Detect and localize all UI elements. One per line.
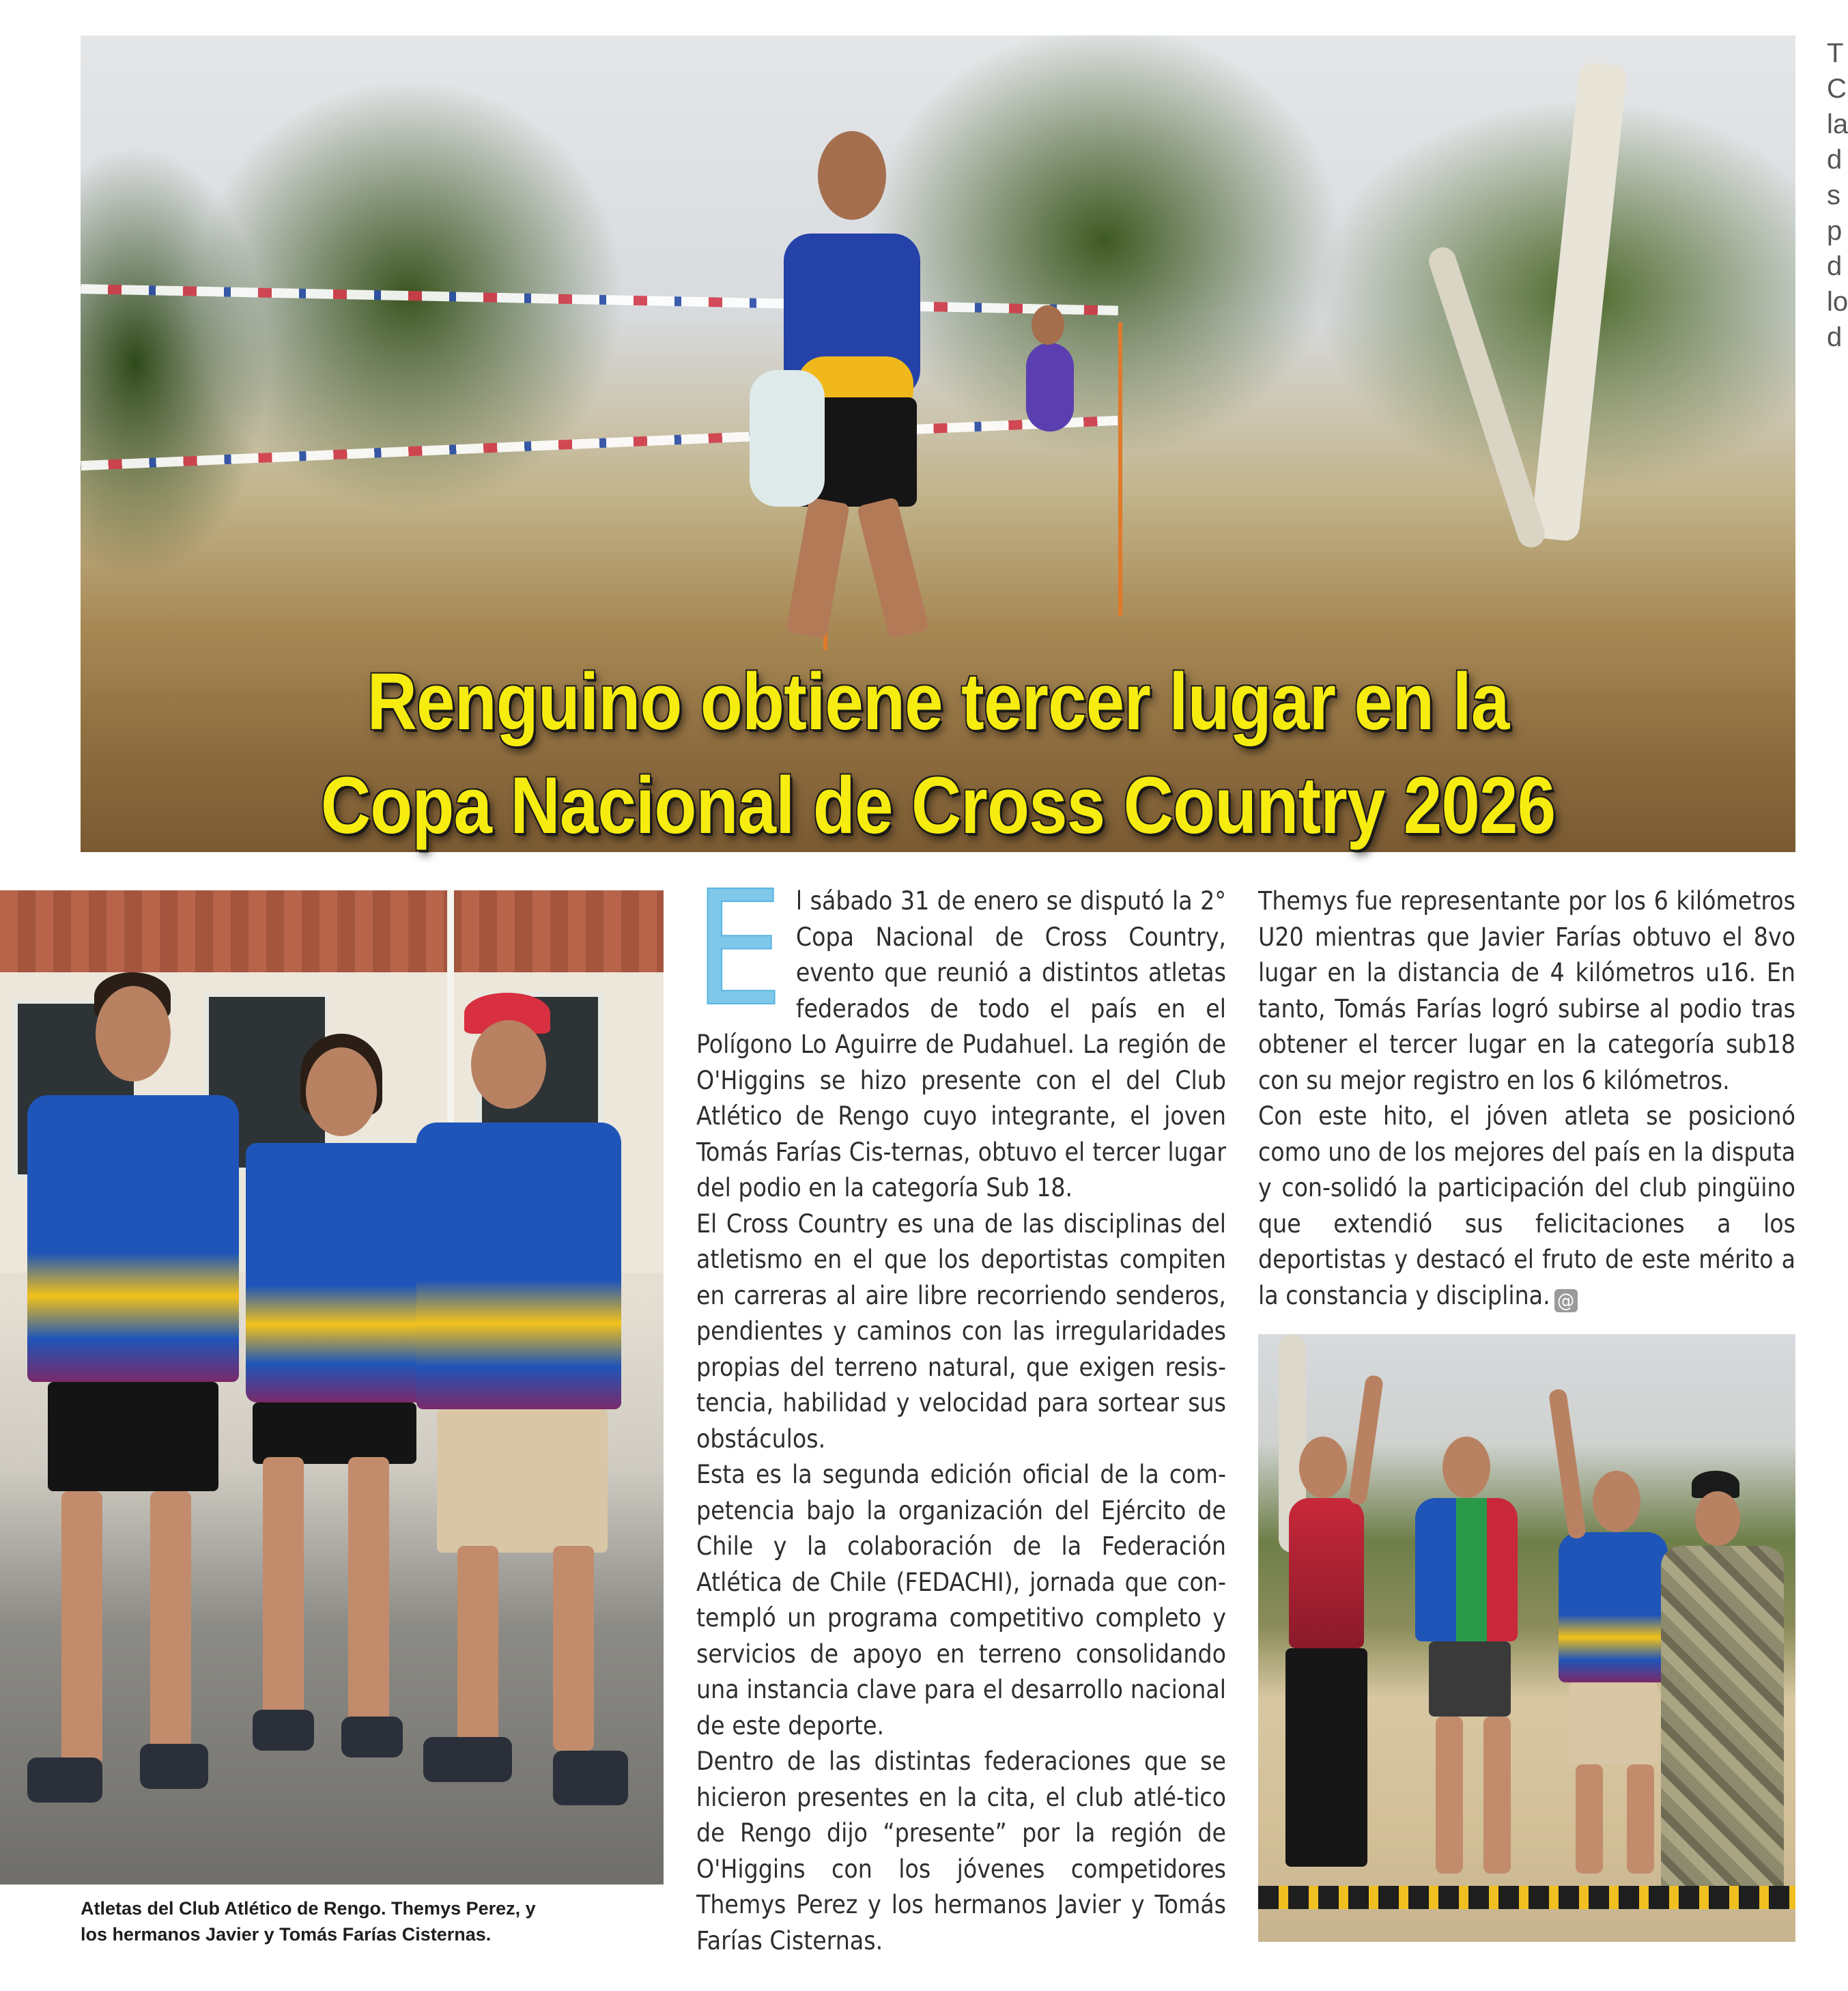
photo-caption [81,1895,558,1947]
athlete-shirt [416,1122,621,1409]
athlete-singlet [246,1143,430,1402]
side-fragment-line: d [1827,145,1843,175]
article-paragraph: Themys fue representante por los 6 kilómetros U20 mientras que Javier Farías obtuvo el 8vo lugar en la distancia de 4 kilómetros u16. En tanto, Tomás Farías logró subirse al podio tras obtener el tercer lugar en la categoría sub18 con su mejor registro en los 6 kilómetros. [1258,886,1795,1095]
athlete-shoe [553,1751,628,1805]
athlete-leg [457,1546,498,1751]
headline-line-2: Copa Nacional de Cross Country 2026 [320,761,1556,851]
athlete-head [1299,1437,1347,1498]
athlete-leg [553,1546,594,1751]
athlete-pants [1285,1648,1367,1867]
podium-mat [1258,1886,1795,1909]
athlete-leg [263,1457,304,1730]
athlete-head [96,986,171,1082]
athlete-leg [1436,1717,1463,1874]
article-column-1 [694,857,1226,1959]
athlete-shoe [423,1737,512,1782]
paragraph-text: Con este hito, el jóven atleta se posicionó como uno de los mejores del país en la disputa y con-solidó la participación del club pingüino que extendió sus felicitaciones a los deportistas y destacó el fruto de este mérito a la constancia y disciplina. [1258,1101,1795,1310]
article-paragraph: Esta es la segunda edición oficial de la com-petencia bajo la organización del Ejército de Chile y la colaboración de la Federación Atlética de Chile (FEDACHI), jornada que con-templó un programa competitivo completo y servicios de apoyo en terreno consolidando una instancia clave para el desarrollo nacional de este deporte. [696,1460,1226,1740]
course-pole [1118,322,1122,616]
athlete-shirt [27,1095,239,1382]
second-runner [1026,343,1074,432]
tile-roof [0,890,664,972]
athlete-shoe [341,1717,403,1757]
drop-cap: E [694,857,784,1041]
runner-head [818,131,886,220]
athlete-shoe [27,1757,102,1803]
podium-photo [1258,1334,1795,1942]
athlete-head [471,1020,546,1109]
course-tape-lower [81,416,1118,470]
athlete-shirt [1559,1532,1668,1682]
spectator [750,370,825,507]
athlete-leg [61,1491,102,1764]
side-fragment-line: la [1827,109,1848,139]
eucalyptus-branch [1425,244,1548,551]
paragraph-text: l sábado 31 de enero se disputó la 2° Copa Nacional de Cross Country, evento que reunió a distintos atletas federados de todo el país en el Polígono Lo Aguirre de Pudahuel. La región de O'Higgins se hizo presente con el del Club Atlético de Rengo cuyo integrante, el joven Tomás Farías Cis-ternas, obtuvo el tercer lugar del podio en la categoría Sub 18. [696,886,1226,1202]
athlete-leg [150,1491,191,1764]
headline-line-1: Renguino obtiene tercer lugar en la [367,657,1509,747]
course-tape-upper [81,284,1118,315]
article-column-2 [1258,884,1795,1314]
athlete-shoe [140,1744,208,1789]
athlete-shirt [1415,1498,1518,1641]
soldier-head [1695,1491,1740,1546]
article-paragraph [1258,1099,1795,1314]
runner-leg [786,497,850,638]
soldier-uniform [1661,1546,1784,1894]
raised-arm [1348,1374,1384,1506]
hero-photo [81,36,1795,852]
eucalyptus-trunk [1531,61,1628,541]
athlete-leg [348,1457,389,1730]
athlete-shorts [48,1382,218,1491]
second-runner-head [1032,305,1064,345]
athlete-shorts [437,1409,608,1553]
side-fragment-line: C [1827,74,1847,104]
article-paragraph: El Cross Country es una de las disciplinas del atletismo en el que los deportistas compiten en carreras al aire libre recorriendo senderos, pendientes y caminos con las irregularidades propias del terreno natural, que exigen resis-tencia, habilidad y velocidad para sortear sus obstáculos. [696,1209,1226,1454]
side-fragment-line: d [1827,322,1843,352]
article-end-icon: @ [1554,1289,1578,1312]
athletes-photo [0,890,664,1884]
side-fragment-line: p [1827,216,1843,246]
caption-line: Atletas del Club Atlético de Rengo. Themys Perez, y [81,1898,536,1919]
athlete-head [1593,1471,1640,1532]
runner-leg [857,497,930,640]
athlete-head [306,1047,377,1136]
athlete-leg [1576,1764,1603,1874]
athlete-leg [1627,1764,1654,1874]
side-fragment-line: T [1827,38,1844,68]
athlete-shorts [1569,1682,1658,1764]
clipped-side-column [1827,36,1846,355]
article-paragraph [694,857,1226,1206]
athlete-shorts [1429,1641,1511,1717]
athlete-shorts [253,1402,416,1464]
athlete-leg [1483,1717,1511,1874]
caption-line: los hermanos Javier y Tomás Farías Cisternas. [81,1924,492,1945]
side-fragment-line: lo [1827,287,1848,317]
article-paragraph: Dentro de las distintas federaciones que se hicieron presentes en la cita, el club atlé-tico de Rengo dijo “presente” por la región de O'Higgins con los jóvenes competidores Themys Perez y los hermanos Javier y Tomás Farías Cisternas. [696,1747,1226,1955]
side-fragment-line: d [1827,251,1843,281]
raised-arm [1548,1388,1587,1539]
athlete-singlet [1289,1498,1364,1648]
side-fragment-line: s [1827,180,1840,210]
athlete-head [1442,1437,1490,1498]
athlete-shoe [253,1710,314,1751]
